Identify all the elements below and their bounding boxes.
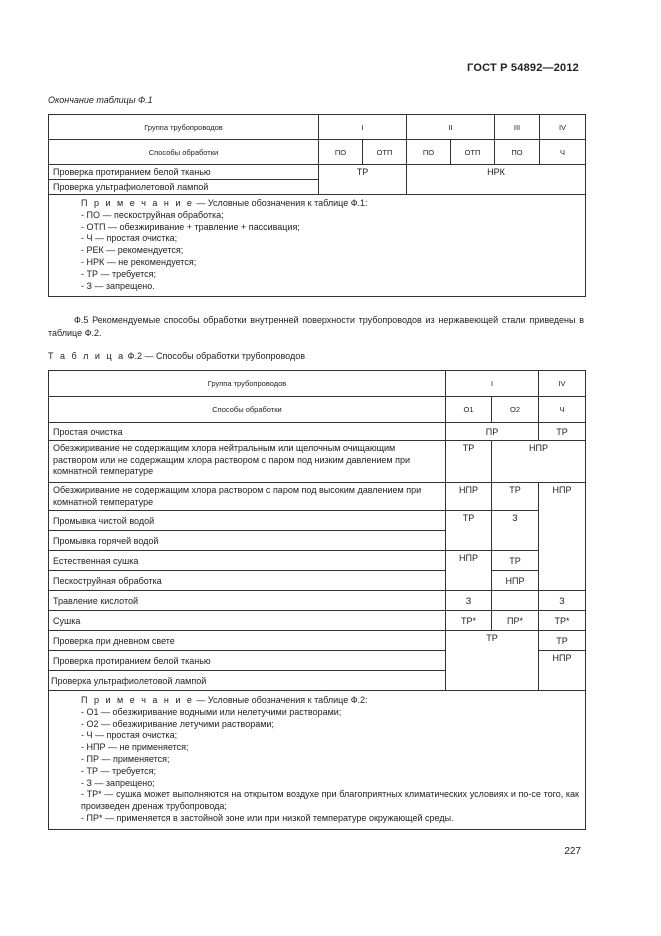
note-item: - О1 — обезжиривание водными или нелетучими растворами; bbox=[81, 706, 342, 717]
group-header: I bbox=[446, 371, 539, 397]
table2-caption-text: Ф.2 — Способы обработки трубопроводов bbox=[125, 351, 305, 361]
cell-value: ТР bbox=[539, 423, 586, 441]
method-header: О2 bbox=[492, 397, 539, 423]
cell-value: ТР* bbox=[446, 611, 492, 631]
cell-value: ПР* bbox=[492, 611, 539, 631]
row-label: Простая очистка bbox=[49, 423, 446, 441]
cell-empty bbox=[492, 591, 539, 611]
table2-caption bbox=[48, 351, 305, 361]
row-label: Промывка горячей водой bbox=[49, 531, 446, 551]
method-header: О1 bbox=[446, 397, 492, 423]
group-label: Группа трубопроводов bbox=[49, 371, 446, 397]
row-label: Проверка протиранием белой тканью bbox=[49, 651, 446, 671]
table1-caption: Окончание таблицы Ф.1 bbox=[48, 95, 153, 105]
table-f2 bbox=[48, 370, 586, 830]
note-item: - ТР — требуется; bbox=[81, 268, 156, 279]
row-label: Сушка bbox=[49, 611, 446, 631]
cell-value: НПР bbox=[539, 483, 586, 591]
cell-value: НРК bbox=[407, 165, 586, 195]
note-item: - ТР* — сушка может выполняются на открытом воздухе при благоприятных климатических условиях и по-се того, как произведен дренаж трубопровода; bbox=[81, 789, 579, 812]
row-label: Естественная сушка bbox=[49, 551, 446, 571]
document-header: ГОСТ Р 54892—2012 bbox=[467, 62, 579, 74]
table1-notes bbox=[49, 195, 586, 297]
row-label: Пескоструйная обработка bbox=[49, 571, 446, 591]
note-item: - ОТП — обезжиривание + травление + пассивация; bbox=[81, 221, 300, 232]
row-label: Промывка чистой водой bbox=[49, 511, 446, 531]
cell-value: ТР bbox=[492, 483, 539, 511]
paragraph-f5: Ф.5 Рекомендуемые способы обработки внутренней поверхности трубопроводов из нержавеющей стали приведены в таблице Ф.2. bbox=[48, 315, 584, 338]
row-label: Травление кислотой bbox=[49, 591, 446, 611]
cell-value: НПР bbox=[492, 441, 586, 483]
note-title: П р и м е ч а н и е bbox=[81, 695, 194, 705]
note-item: - З — запрещено; bbox=[81, 777, 155, 788]
method-header: Ч bbox=[539, 397, 586, 423]
note-item: - З — запрещено. bbox=[81, 280, 155, 291]
group-header: IV bbox=[540, 115, 586, 140]
table-f1 bbox=[48, 114, 586, 297]
cell-value: ТР bbox=[539, 631, 586, 651]
method-header: ОТП bbox=[451, 140, 495, 165]
methods-label: Способы обработки bbox=[49, 397, 446, 423]
row-label: Обезжиривание не содержащим хлора нейтральным или щелочным очищающим раствором или не содержащим хлора раствором с паром под низким давлением при комнатной температуре bbox=[49, 441, 446, 483]
method-header: ОТП bbox=[363, 140, 407, 165]
cell-value: ТР* bbox=[539, 611, 586, 631]
note-item: - ПО — пескоструйная обработка; bbox=[81, 209, 224, 220]
cell-value: ТР bbox=[446, 631, 539, 691]
method-header: ПО bbox=[319, 140, 363, 165]
group-header: IV bbox=[539, 371, 586, 397]
method-header: ПО bbox=[407, 140, 451, 165]
group-header: I bbox=[319, 115, 407, 140]
note-item: - ТР — требуется; bbox=[81, 765, 156, 776]
method-header: ПО bbox=[495, 140, 540, 165]
row-label: Проверка ультрафиолетовой лампой bbox=[49, 671, 446, 691]
note-item: - ПР — применяется; bbox=[81, 753, 170, 764]
methods-label: Способы обработки bbox=[49, 140, 319, 165]
cell-value: З bbox=[446, 591, 492, 611]
cell-value: НПР bbox=[446, 551, 492, 591]
row-label: Проверка ультрафиолетовой лампой bbox=[49, 180, 319, 195]
cell-value: ТР bbox=[446, 511, 492, 551]
cell-value: ТР bbox=[492, 551, 539, 571]
cell-value: ТР bbox=[446, 441, 492, 483]
cell-value: З bbox=[539, 591, 586, 611]
group-label: Группа трубопроводов bbox=[49, 115, 319, 140]
note-item: - О2 — обезжиривание летучими растворами; bbox=[81, 718, 274, 729]
row-label: Проверка протиранием белой тканью bbox=[49, 165, 319, 180]
note-item: - Ч — простая очистка; bbox=[81, 233, 178, 244]
row-label: Обезжиривание не содержащим хлора раствором с паром под высоким давлением при комнатной температуре bbox=[49, 483, 446, 511]
method-header: Ч bbox=[540, 140, 586, 165]
group-header: II bbox=[407, 115, 495, 140]
note-intro: — Условные обозначения к таблице Ф.1: bbox=[193, 198, 368, 208]
note-item: - РЕК — рекомендуется; bbox=[81, 245, 184, 256]
table2-notes bbox=[49, 691, 586, 830]
note-intro: — Условные обозначения к таблице Ф.2: bbox=[193, 695, 368, 705]
cell-value: НПР bbox=[492, 571, 539, 591]
cell-value: З bbox=[492, 511, 539, 551]
note-title: П р и м е ч а н и е bbox=[81, 198, 194, 208]
row-label: Проверка при дневном свете bbox=[49, 631, 446, 651]
group-header: III bbox=[495, 115, 540, 140]
cell-value: НПР bbox=[539, 651, 586, 691]
cell-value: ТР bbox=[319, 165, 407, 195]
cell-value: НПР bbox=[446, 483, 492, 511]
cell-value: ПР bbox=[446, 423, 539, 441]
table2-caption-label: Т а б л и ц а bbox=[48, 351, 126, 361]
page-number: 227 bbox=[564, 846, 581, 857]
note-item: - НРК — не рекомендуется; bbox=[81, 256, 197, 267]
note-item: - Ч — простая очистка; bbox=[81, 730, 178, 741]
note-item: - ПР* — применяется в застойной зоне или при низкой температуре окружающей среды. bbox=[81, 812, 454, 823]
note-item: - НПР — не применяется; bbox=[81, 742, 189, 753]
